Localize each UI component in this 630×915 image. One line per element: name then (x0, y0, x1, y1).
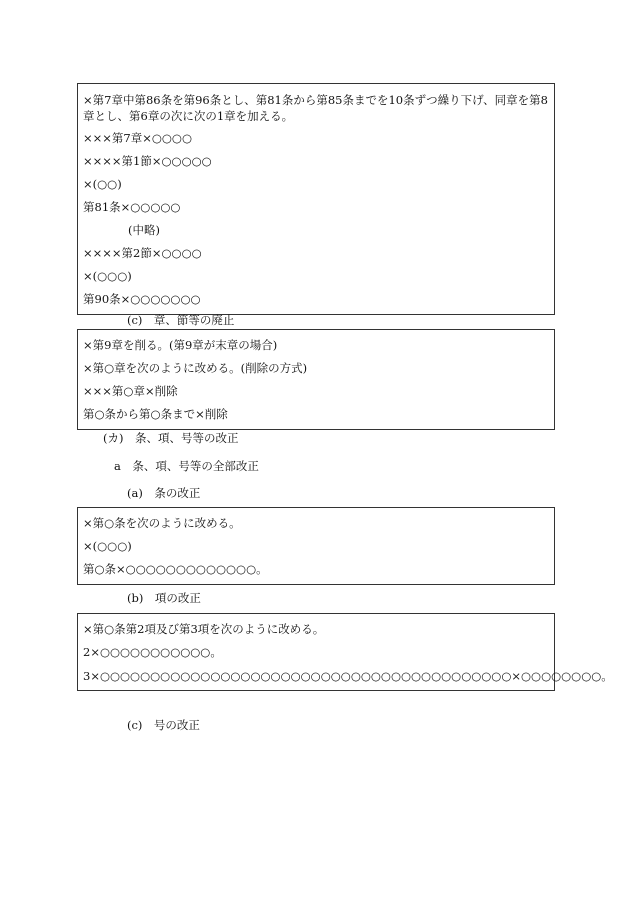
box-text-line: ×第7章中第86条を第96条とし、第81条から第85条までを10条ずつ繰り下げ、同章を第8章とし、第6章の次に次の1章を加える。 (83, 93, 548, 123)
box-text-line: ×××第7章×○○○○ (83, 131, 192, 145)
section-heading-full-amendment: a 条、項、号等の全部改正 (114, 459, 259, 473)
box-text-line: ××××第1節×○○○○○ (83, 154, 212, 168)
amendment-box-paragraph-revision (77, 613, 613, 691)
box-text-line: 3×○○○○○○○○○○○○○○○○○○○○○○○○○○○○○○○○○○○○○○○○○×○○○○○○○○。 (83, 669, 613, 683)
box-text-line: ×××第○章×削除 (83, 384, 178, 398)
box-text-line: ×第○条第2項及び第3項を次のように改める。 (83, 622, 325, 636)
section-heading-item-revision: (c) 号の改正 (127, 718, 200, 732)
amendment-box-chapter-insert (77, 83, 555, 315)
box-text-line: ××××第2節×○○○○ (83, 246, 202, 260)
box-text-line: 2×○○○○○○○○○○○。 (83, 645, 222, 659)
amendment-box-article-revision (77, 507, 555, 585)
box-text-line: ×第○章を次のように改める。(削除の方式) (83, 361, 308, 375)
box-text-line: ×(○○○) (83, 539, 132, 553)
box-text-line: 第○条×○○○○○○○○○○○○○。 (83, 562, 268, 576)
section-heading-paragraph-revision: (b) 項の改正 (127, 591, 201, 605)
box-text-line: ×第9章を削る。(第9章が末章の場合) (83, 338, 278, 352)
box-text-line: 第90条×○○○○○○○ (83, 292, 201, 306)
box-text-line: ×第○条を次のように改める。 (83, 516, 241, 530)
box-text-line: 第○条から第○条まで×削除 (83, 407, 228, 421)
section-heading-chapter-abolition: (c) 章、節等の廃止 (127, 313, 235, 327)
box-text-line: ×(○○○) (83, 269, 132, 283)
section-heading-article-revision: (a) 条の改正 (127, 486, 201, 500)
box-text-line: (中略) (128, 223, 160, 237)
section-heading-article-amendment: (カ) 条、項、号等の改正 (103, 431, 239, 445)
amendment-box-chapter-delete (77, 329, 555, 430)
box-text-line: 第81条×○○○○○ (83, 200, 181, 214)
box-text-line: ×(○○) (83, 177, 122, 191)
